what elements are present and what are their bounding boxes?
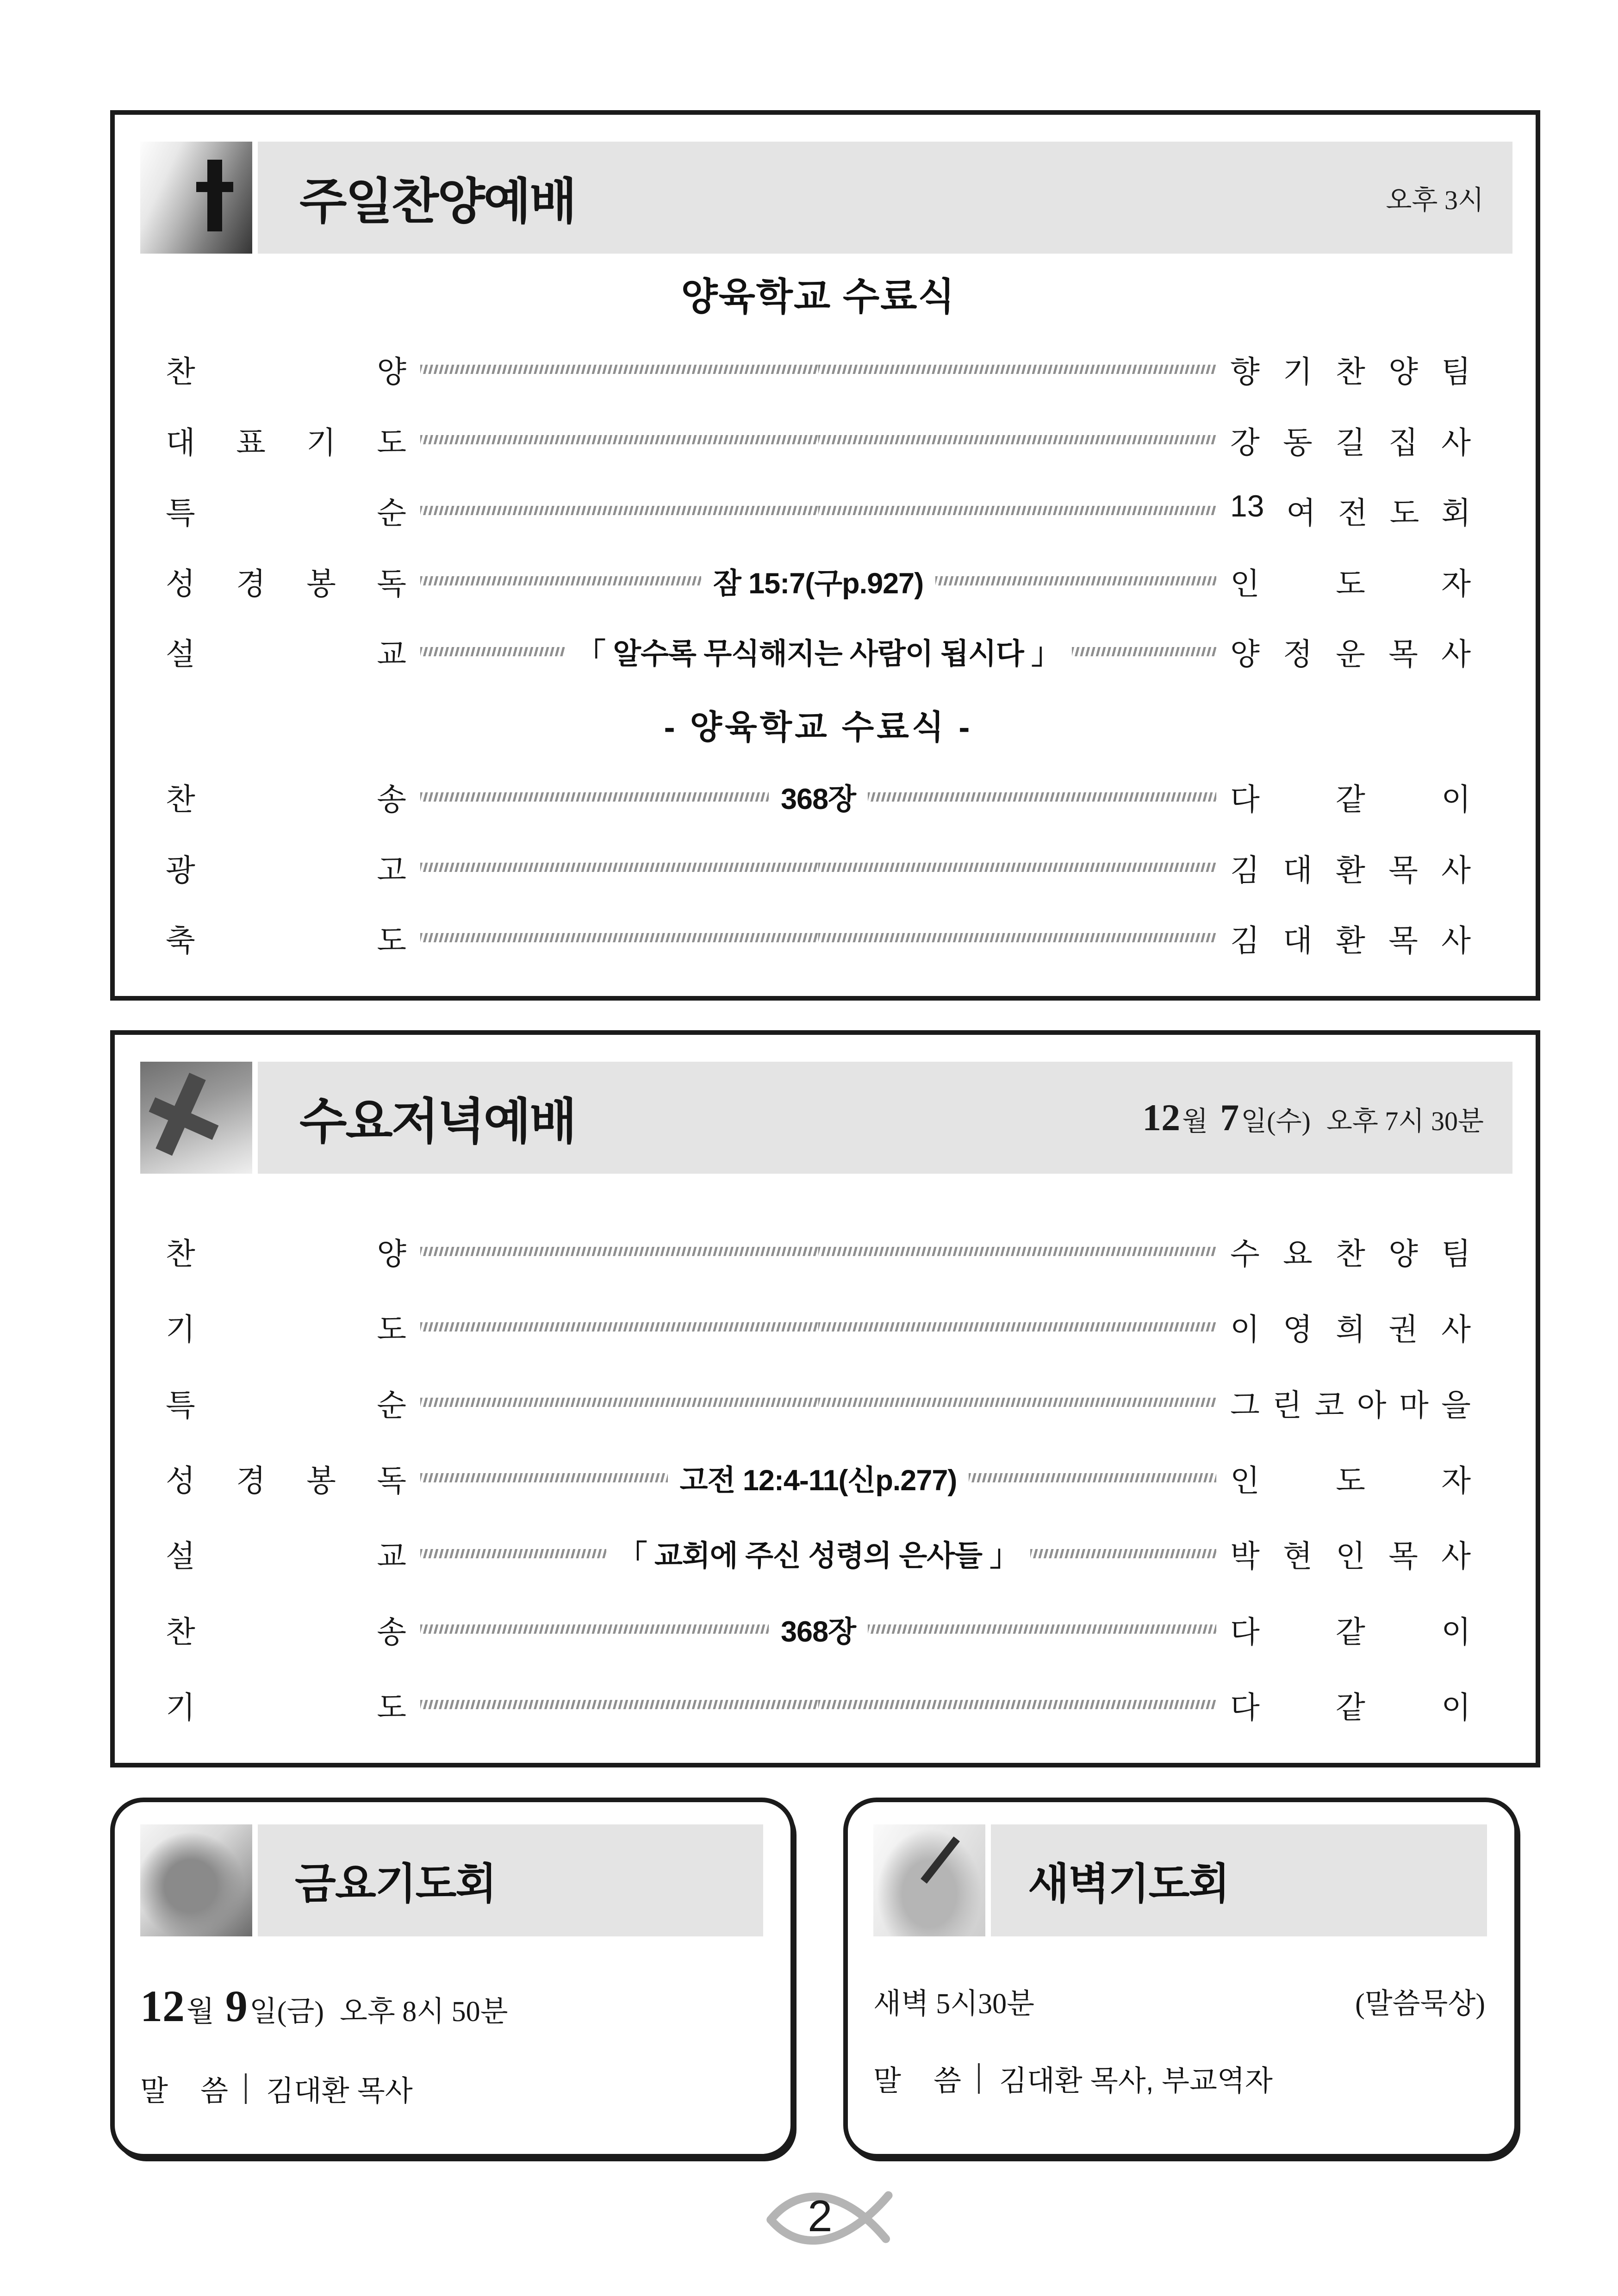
page-footer: [110, 2183, 1540, 2253]
ceremony-divider: - 양육학교 수료식 -: [664, 709, 973, 746]
order-row: [166, 1381, 1471, 1425]
divider-bar: [245, 2073, 247, 2104]
leader-dots: [420, 1247, 1216, 1256]
order-value: 13 여 전 도 회: [1230, 489, 1471, 530]
dawn-header: [873, 1824, 1489, 1936]
hymn-number: 368장: [781, 1615, 856, 1648]
order-row: [166, 1305, 1471, 1349]
wednesday-header-bar: [258, 1062, 1512, 1174]
leader-dots: [420, 933, 1216, 942]
cross-on-bible-photo: [140, 1062, 252, 1174]
dawn-time: 새벽 5시30분: [873, 1988, 1035, 2020]
scripture-reference: 고전 12:4-11(신p.277): [679, 1464, 957, 1497]
order-value: 강 동 길 집 사: [1230, 425, 1471, 460]
leader-dots: [420, 1457, 1216, 1499]
speaker-label: 말 씀: [873, 2065, 961, 2097]
order-row: [166, 775, 1471, 819]
hymn-number: 368장: [781, 783, 856, 816]
clasped-hands-photo: [873, 1824, 985, 1936]
order-label: 축 도: [166, 923, 406, 958]
order-label: 성 경 봉 독: [166, 1463, 406, 1498]
order-value: 양 정 운 목 사: [1230, 637, 1471, 672]
order-row: [166, 559, 1471, 603]
order-row: [166, 347, 1471, 391]
fish-page-marker: [765, 2183, 909, 2253]
order-value: 인 도 자: [1230, 1463, 1471, 1498]
friday-header-bar: [258, 1824, 763, 1936]
order-label: 성 경 봉 독: [166, 566, 406, 601]
sunday-header: [140, 142, 1512, 254]
order-row: [166, 1607, 1471, 1651]
order-row: [166, 916, 1471, 960]
section-dawn-prayer: [843, 1798, 1519, 2159]
section-wednesday-worship: [110, 1030, 1540, 1767]
leader-dots: [420, 560, 1216, 602]
order-label: 특 순: [166, 496, 406, 530]
leader-dots: [420, 630, 1216, 672]
order-row: [166, 1531, 1471, 1575]
order-value: 다 같 이: [1230, 782, 1471, 817]
dawn-note: (말씀묵상): [1355, 1988, 1485, 2020]
sunday-order-list: [115, 254, 1536, 996]
section-sunday-worship: [110, 110, 1540, 1001]
dawn-time-line: [873, 1980, 1489, 2022]
leader-dots: [420, 1322, 1216, 1332]
order-value: 김 대 환 목 사: [1230, 852, 1471, 887]
wednesday-title: 수요저녁예배: [299, 1095, 576, 1149]
friday-time: 12 월 9 일(금) 오후 8시 50분: [140, 1981, 508, 2031]
order-label: 광 고: [166, 852, 406, 887]
speaker-name: 김대환 목사, 부교역자: [999, 2065, 1273, 2097]
leader-dots: [420, 1700, 1216, 1709]
order-label: 기 도: [166, 1690, 406, 1724]
section-friday-prayer: [110, 1798, 795, 2159]
wednesday-header: [140, 1062, 1512, 1174]
wednesday-order-list: [115, 1174, 1536, 1763]
hands-on-bible-photo: [140, 1824, 252, 1936]
leader-dots: [420, 1532, 1216, 1574]
order-label: 대 표 기 도: [166, 425, 406, 460]
order-value: 다 같 이: [1230, 1614, 1471, 1649]
order-row: [166, 488, 1471, 532]
prayer-meetings-row: [110, 1798, 1540, 2159]
order-label: 기 도: [166, 1312, 406, 1347]
sunday-title: 주일찬양예배: [299, 174, 576, 229]
order-value: 김 대 환 목 사: [1230, 923, 1471, 958]
sermon-title: 「 알수록 무식해지는 사람이 됩시다 」: [576, 638, 1060, 671]
leader-dots: [420, 776, 1216, 818]
order-label: 찬 송: [166, 1614, 406, 1649]
order-value: 인 도 자: [1230, 566, 1471, 601]
scripture-reference: 잠 15:7(구p.927): [713, 567, 924, 600]
wednesday-time: 12월 7일(수) 오후 7시 30분: [1142, 1096, 1484, 1139]
order-row: [166, 1456, 1471, 1500]
order-label: 설 교: [166, 1539, 406, 1574]
order-row: [166, 846, 1471, 890]
leader-dots: [420, 506, 1216, 515]
divider-bar: [978, 2063, 980, 2094]
speaker-name: 김대환 목사: [266, 2075, 413, 2107]
dawn-header-bar: [991, 1824, 1487, 1936]
leader-dots: [420, 1608, 1216, 1650]
friday-header: [140, 1824, 765, 1936]
friday-title: 금요기도회: [295, 1860, 496, 1908]
order-row: [166, 1683, 1471, 1727]
sermon-title: 「 교회에 주신 성령의 은사들 」: [618, 1540, 1019, 1573]
bible-cross-photo: [140, 142, 252, 254]
page-number: 2: [808, 2191, 833, 2241]
leader-dots: [420, 365, 1216, 374]
leader-dots: [420, 863, 1216, 872]
order-row: [166, 629, 1471, 673]
leader-dots: [420, 1398, 1216, 1407]
order-label: 찬 양: [166, 1237, 406, 1271]
leader-dots: [420, 435, 1216, 444]
dawn-speaker-line: [873, 2058, 1489, 2099]
ichthys-fish-icon: [765, 2183, 909, 2253]
order-value: 향 기 찬 양 팀: [1230, 355, 1471, 389]
order-value: 수 요 찬 양 팀: [1230, 1237, 1471, 1271]
sunday-header-bar: [258, 142, 1512, 254]
speaker-label: 말 씀: [140, 2075, 228, 2107]
order-row: [166, 1229, 1471, 1273]
ceremony-subtitle: 양육학교 수료식: [681, 276, 956, 318]
friday-speaker-line: [140, 2068, 765, 2109]
order-label: 특 순: [166, 1388, 406, 1422]
dawn-title: 새벽기도회: [1028, 1860, 1229, 1908]
order-value: 이 영 희 권 사: [1230, 1312, 1471, 1347]
sunday-time: 오후 3시: [1386, 185, 1484, 215]
order-label: 찬 송: [166, 782, 406, 817]
order-value: 박 현 인 목 사: [1230, 1539, 1471, 1574]
order-row: [166, 418, 1471, 462]
order-label: 설 교: [166, 637, 406, 672]
order-value: 다 같 이: [1230, 1690, 1471, 1724]
order-value: 그 린 코 아 마 을: [1230, 1388, 1471, 1422]
order-label: 찬 양: [166, 355, 406, 389]
